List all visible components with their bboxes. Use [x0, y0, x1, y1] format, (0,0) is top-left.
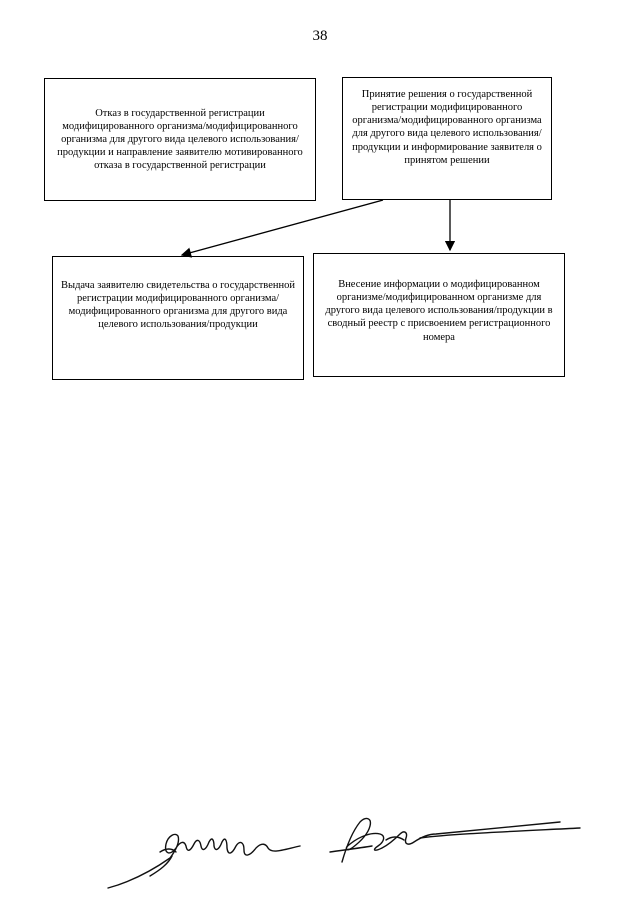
page-number: 38	[312, 28, 328, 44]
flow-box-issue-certificate-text: Выдача заявителю свидетельства о государственной регистрации модифицированного организма/модифицированного организма для другого вида целевого использования/продукции	[61, 280, 295, 331]
arrow-decision-to-issue	[182, 200, 383, 255]
flow-box-register-entry-text: Внесение информации о модифицированном организме/модифицированном организме для другого вида целевого использования/продукции в сводный реестр с присвоением регистрационного номера	[325, 279, 553, 343]
flow-box-refusal-text: Отказ в государственной регистрации модифицированного организма/модифицированного организма для другого вида целевого использования/продукции и направление заявителю мотивированного отказа в государственной регистрации	[57, 107, 303, 172]
flow-box-decision-text: Принятие решения о государственной регистрации модифицированного организма/модифицированного организма для другого вида целевого использования/продукции и информирование заявителя о принятом решении	[352, 89, 542, 166]
handwritten-signatures	[0, 790, 640, 905]
